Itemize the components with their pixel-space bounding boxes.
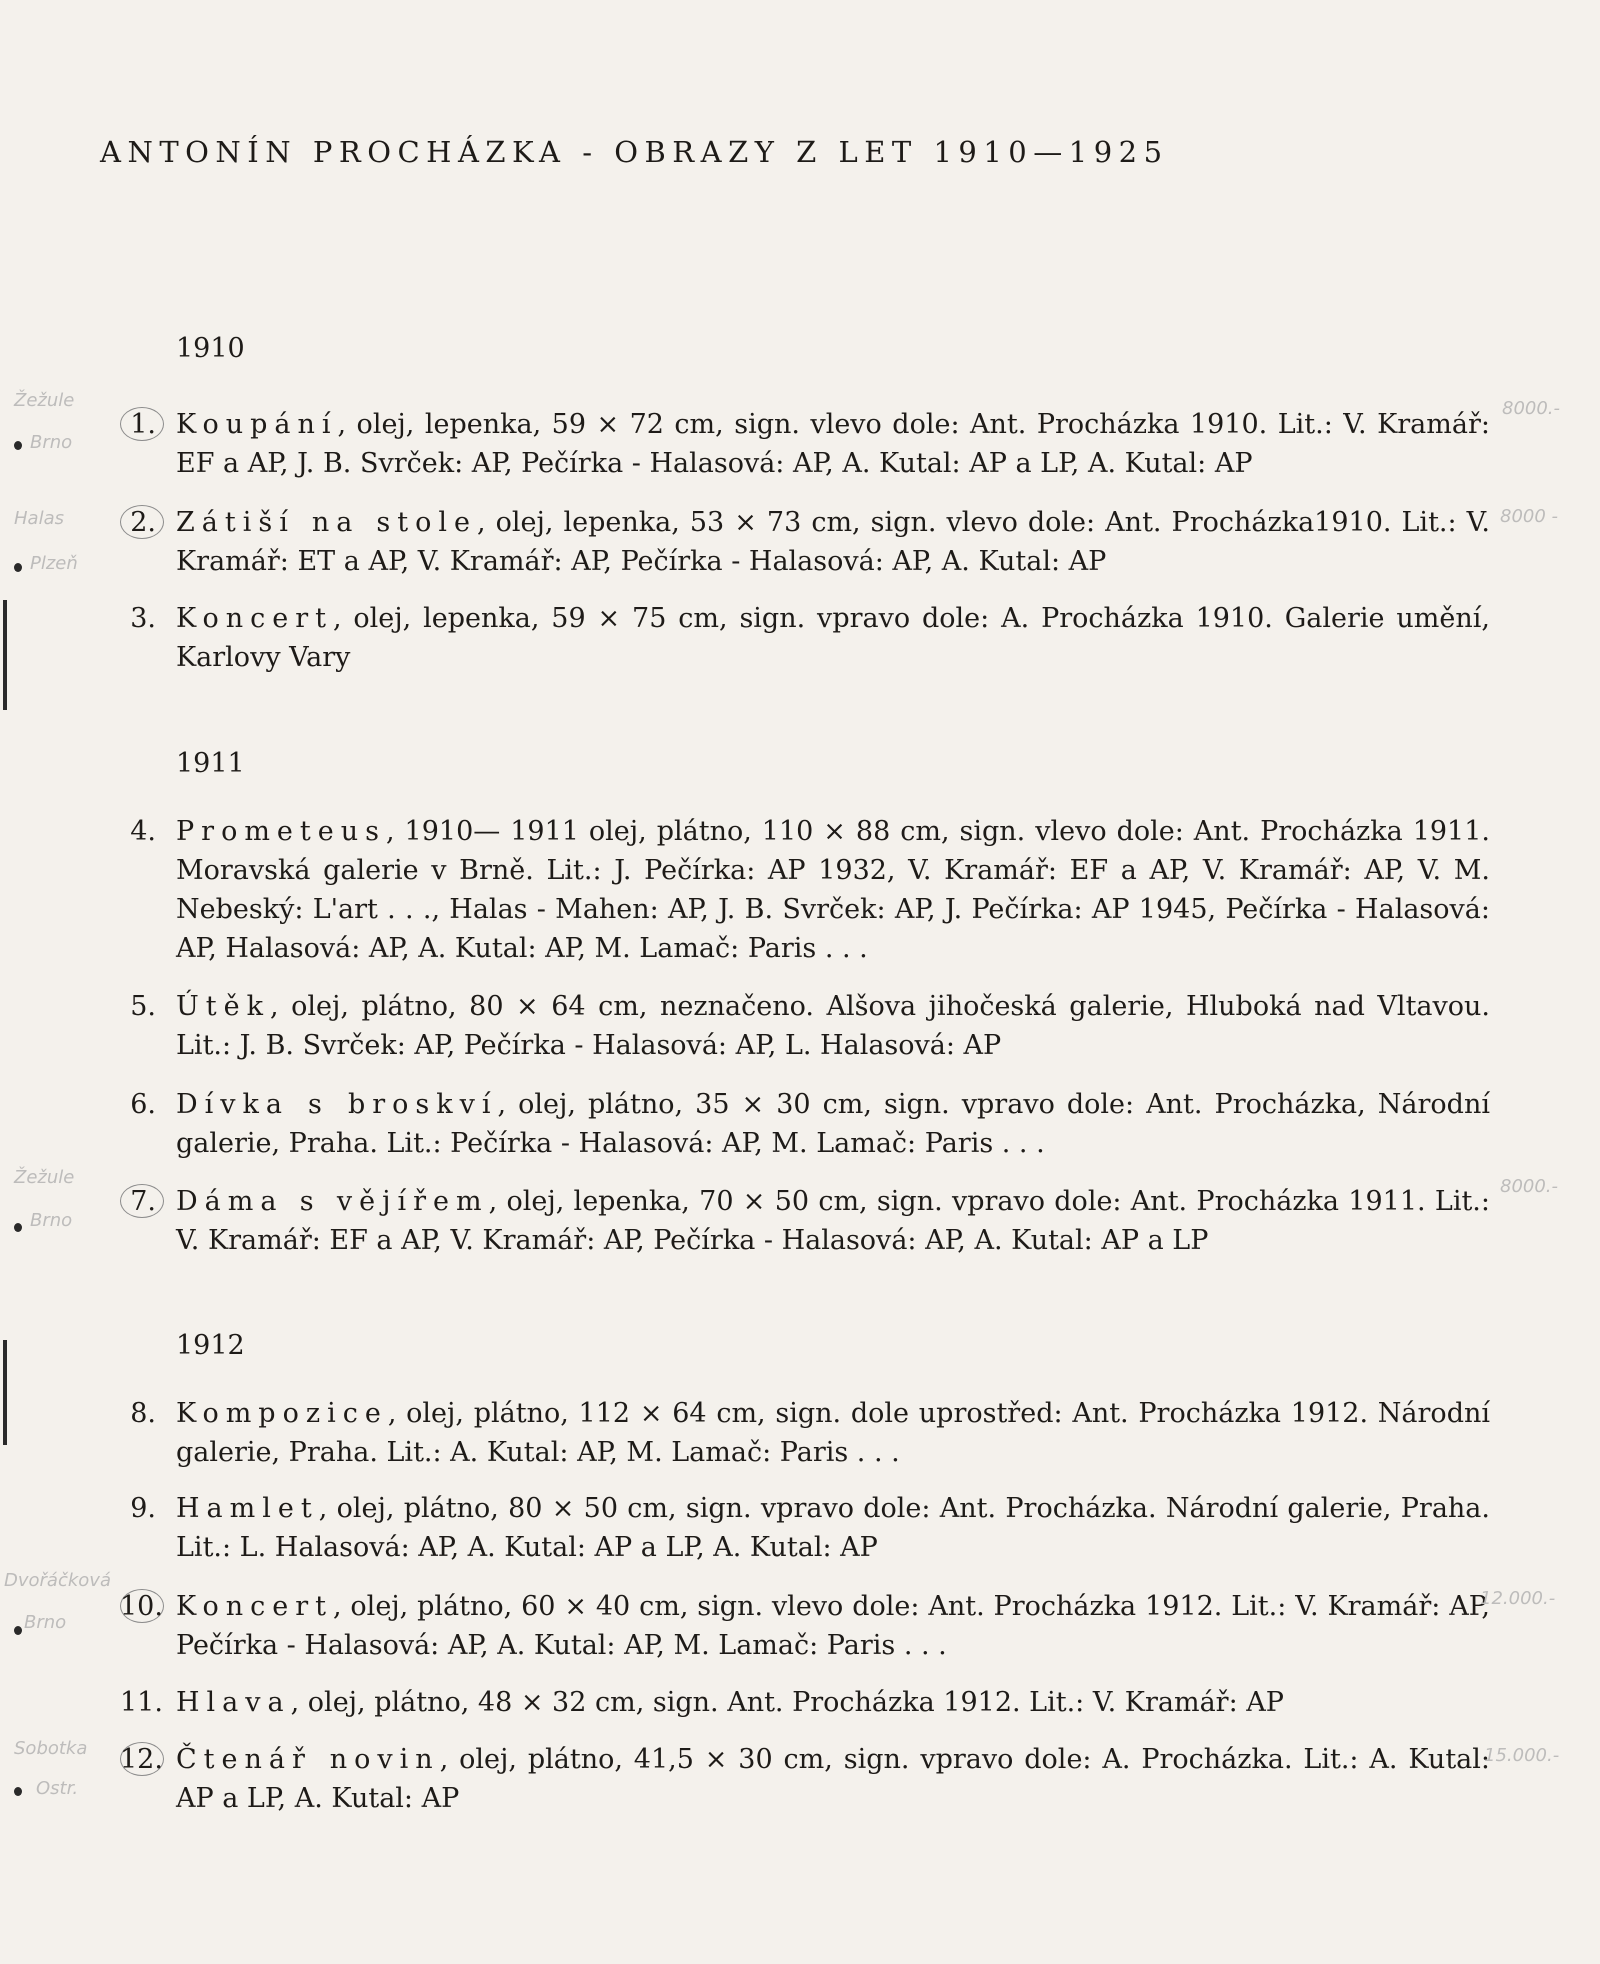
entry-title: Dívka s broskví (176, 1089, 498, 1120)
catalogue-entry (120, 987, 1490, 1065)
entry-title: Dáma s vějířem (176, 1186, 489, 1217)
margin-dot (14, 563, 22, 572)
margin-bar (3, 1340, 7, 1445)
entry-title: Koupání (176, 409, 338, 440)
price-note: 8000.- (1500, 1176, 1559, 1197)
entry-number: 5. (130, 991, 156, 1022)
entry-title: Koncert (176, 1591, 333, 1622)
year-heading-1910: 1910 (176, 333, 245, 364)
entry-number: 4. (130, 816, 156, 847)
entry-details: , olej, plátno, 48 × 32 cm, sign. Ant. Procházka 1912. Lit.: V. Kramář: AP (290, 1687, 1284, 1718)
margin-note: Sobotka (14, 1738, 88, 1759)
entry-details: , olej, lepenka, 59 × 72 cm, sign. vlevo dole: Ant. Procházka 1910. Lit.: V. Kramář: EF a AP, J. B. Svrček: AP, Pečírka - Halasová: AP, A. Kutal: AP a LP, A. Kutal: AP (176, 409, 1490, 479)
entry-number: 6. (130, 1089, 156, 1120)
entry-details: , olej, lepenka, 59 × 75 cm, sign. vpravo dole: A. Procházka 1910. Galerie umění, Karlovy Vary (176, 603, 1490, 673)
catalogue-entry (120, 599, 1490, 677)
catalogue-entry (120, 1740, 1490, 1818)
price-note: 8000 - (1500, 506, 1559, 527)
margin-dot (14, 1626, 22, 1635)
price-note: 15.000.- (1484, 1745, 1560, 1766)
catalogue-entry (120, 1587, 1490, 1665)
margin-note: Plzeň (30, 553, 78, 574)
entry-number: 10. (120, 1591, 163, 1622)
price-note: 8000.- (1502, 398, 1561, 419)
catalogue-entry (120, 503, 1490, 581)
entry-details: , olej, lepenka, 53 × 73 cm, sign. vlevo dole: Ant. Procházka1910. Lit.: V. Kramář: ET a AP, V. Kramář: AP, Pečírka - Halasová: AP, A. Kutal: AP (176, 507, 1491, 577)
margin-note: Žežule (14, 1167, 75, 1188)
entry-number: 1. (130, 409, 156, 440)
catalogue-entry (120, 812, 1490, 968)
margin-note: Žežule (14, 390, 75, 411)
entry-title: Čtenář novin (176, 1744, 440, 1775)
entry-number: 2. (130, 507, 156, 538)
entry-title: Hlava (176, 1687, 291, 1718)
margin-bar (3, 600, 7, 710)
entry-number: 11. (120, 1687, 163, 1718)
entry-title: Zátiší na stole (176, 507, 477, 538)
margin-note: Dvořáčková (4, 1570, 111, 1591)
catalogue-entry (120, 1182, 1490, 1260)
entry-title: Koncert (176, 603, 333, 634)
page-title: ANTONÍN PROCHÁZKA - OBRAZY Z LET 1910—1925 (100, 135, 1169, 169)
entry-details: , olej, plátno, 60 × 40 cm, sign. vlevo dole: Ant. Procházka 1912. Lit.: V. Kramář: AP, Pečírka - Halasová: AP, A. Kutal: AP, M. Lamač: Paris . . . (176, 1591, 1490, 1661)
entry-title: Prometeus (176, 816, 386, 847)
catalogue-entry (120, 1085, 1490, 1163)
price-note: 12.000.- (1480, 1588, 1556, 1609)
margin-note: Ostr. (36, 1778, 79, 1799)
catalogue-entry (120, 405, 1490, 483)
catalogue-entry (120, 1489, 1490, 1567)
margin-note: Halas (14, 508, 64, 529)
margin-dot (14, 1787, 22, 1796)
margin-note: Brno (24, 1612, 67, 1633)
year-heading-1912: 1912 (176, 1330, 245, 1361)
entry-details: , olej, plátno, 112 × 64 cm, sign. dole uprostřed: Ant. Procházka 1912. Národní galerie, Praha. Lit.: A. Kutal: AP, M. Lamač: Paris . . . (176, 1398, 1490, 1468)
entry-number: 3. (130, 603, 156, 634)
entry-details: , olej, plátno, 80 × 64 cm, neznačeno. Alšova jihočeská galerie, Hluboká nad Vltavou. Lit.: J. B. Svrček: AP, Pečírka - Halasová: AP, L. Halasová: AP (176, 991, 1490, 1061)
margin-dot (14, 441, 22, 450)
margin-dot (14, 1223, 22, 1232)
catalogue-entry (120, 1394, 1490, 1472)
margin-note: Brno (30, 1210, 73, 1231)
entry-title: Kompozice (176, 1398, 388, 1429)
entry-number: 12. (120, 1744, 163, 1775)
entry-details: , 1910— 1911 olej, plátno, 110 × 88 cm, sign. vlevo dole: Ant. Procházka 1911. Moravská galerie v Brně. Lit.: J. Pečírka: AP 1932, V. Kramář: EF a AP, V. Kramář: AP, V. M. Nebeský: L'art . . ., Halas - Mahen: AP, J. B. Svrček: AP, J. Pečírka: AP 1945, Pečírka - Halasová: AP, Halasová: AP, A. Kutal: AP, M. Lamač: Paris . . . (176, 816, 1490, 964)
margin-note: Brno (30, 432, 73, 453)
year-heading-1911: 1911 (176, 748, 245, 779)
entry-number: 8. (130, 1398, 156, 1429)
entry-details: , olej, lepenka, 70 × 50 cm, sign. vpravo dole: Ant. Procházka 1911. Lit.: V. Kramář: EF a AP, V. Kramář: AP, Pečírka - Halasová: AP, A. Kutal: AP a LP (176, 1186, 1490, 1256)
entry-number: 9. (130, 1493, 156, 1524)
entry-title: Hamlet (176, 1493, 319, 1524)
catalogue-entry (120, 1683, 1490, 1722)
entry-details: , olej, plátno, 41,5 × 30 cm, sign. vpravo dole: A. Procházka. Lit.: A. Kutal: AP a LP, A. Kutal: AP (176, 1744, 1490, 1814)
entry-details: , olej, plátno, 80 × 50 cm, sign. vpravo dole: Ant. Procházka. Národní galerie, Praha. Lit.: L. Halasová: AP, A. Kutal: AP a LP, A. Kutal: AP (176, 1493, 1490, 1563)
entry-details: , olej, plátno, 35 × 30 cm, sign. vpravo dole: Ant. Procházka, Národní galerie, Praha. Lit.: Pečírka - Halasová: AP, M. Lamač: Paris . . . (176, 1089, 1490, 1159)
entry-title: Útěk (176, 991, 270, 1022)
entry-number: 7. (130, 1186, 156, 1217)
